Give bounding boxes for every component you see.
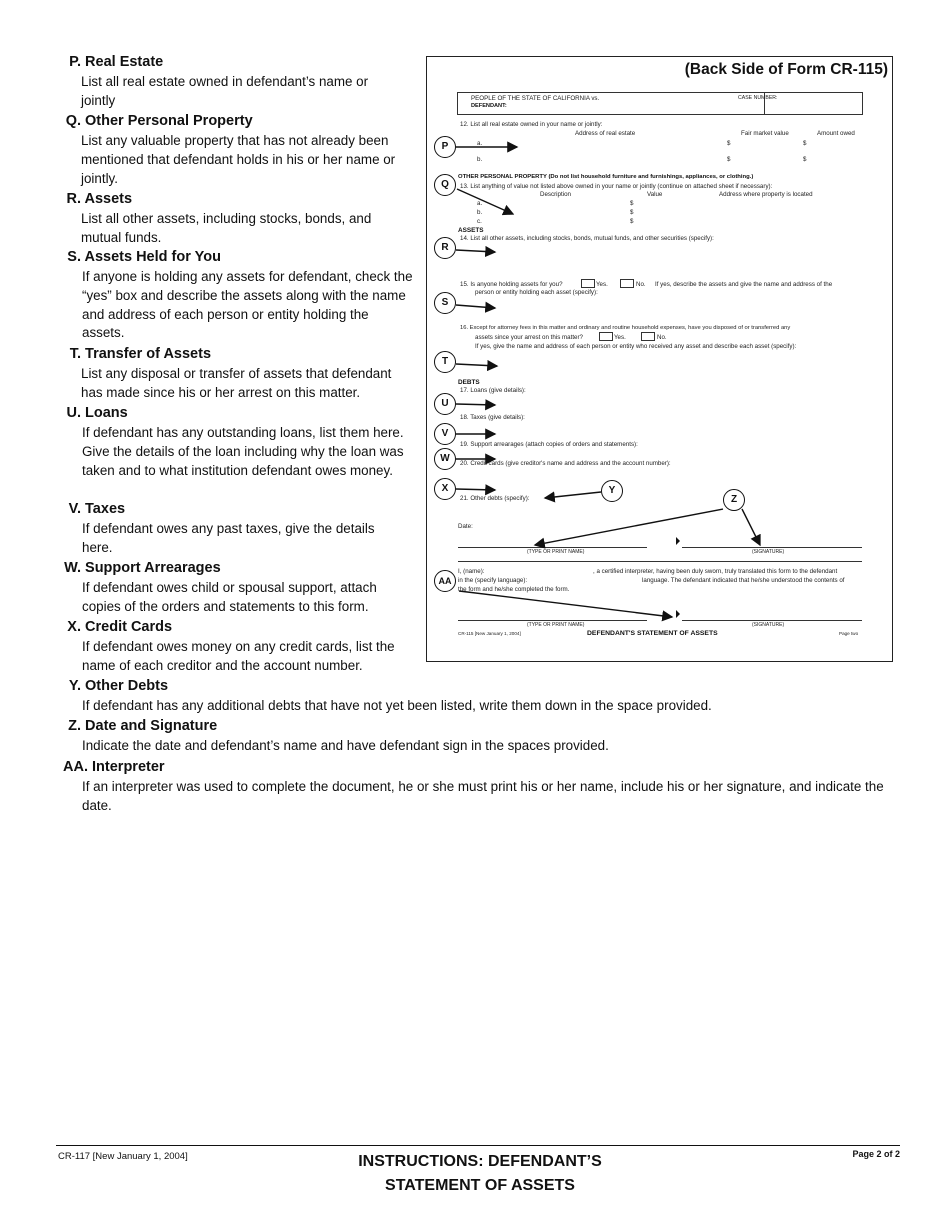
item-title: Loans bbox=[85, 405, 128, 421]
interp-text: language. The defendant indicated that he/she understood the contents of bbox=[642, 577, 845, 584]
form-code: CR-115 [New January 1, 2004] bbox=[458, 631, 521, 636]
item-desc: If defendant owes any past taxes, give the details here. bbox=[82, 521, 375, 555]
q12-text: 12. List all real estate owned in your name or jointly: bbox=[460, 121, 603, 128]
row-a: a. bbox=[477, 140, 483, 147]
item-title: Taxes bbox=[85, 501, 126, 517]
arrow-z1 bbox=[535, 509, 723, 545]
interp-name: I, (name): bbox=[458, 568, 485, 575]
marker-t: T bbox=[434, 351, 456, 373]
arrow-aa bbox=[459, 591, 672, 617]
marker-r: R bbox=[434, 237, 456, 259]
case-number-label: CASE NUMBER: bbox=[738, 95, 778, 101]
description-col: Description bbox=[540, 191, 571, 198]
item-desc: If defendant owes money on any credit cards, list the name of each creditor and the account number. bbox=[82, 639, 395, 673]
marker-s: S bbox=[434, 292, 456, 314]
item-title: Assets bbox=[84, 191, 133, 207]
marker-u: U bbox=[434, 393, 456, 415]
footer-title-line2: STATEMENT OF ASSETS bbox=[385, 1177, 575, 1194]
item-title: Real Estate bbox=[85, 54, 164, 70]
q15-text-b: If yes, describe the assets and give the name and address of the bbox=[655, 281, 833, 288]
q14-text: 14. List all other assets, including stocks, bonds, mutual funds, and other securities (specify): bbox=[460, 235, 714, 242]
item-letter: U. bbox=[66, 405, 81, 421]
q20-text: 20. Credit cards (give creditor's name and address and the account number): bbox=[460, 460, 671, 467]
q21-text: 21. Other debts (specify): bbox=[460, 495, 530, 502]
dollar: $ bbox=[803, 156, 807, 163]
dollar: $ bbox=[630, 209, 634, 216]
marker-p: P bbox=[434, 136, 456, 158]
date-label: Date: bbox=[458, 523, 473, 530]
q16-text-c: If yes, give the name and address of each person or entity who received any asset and describe each asset (specify): bbox=[475, 343, 797, 350]
dollar: $ bbox=[803, 140, 807, 147]
signature-label: (SIGNATURE) bbox=[752, 622, 785, 628]
amount-owed-col: Amount owed bbox=[817, 130, 855, 137]
q16-text: 16. Except for attorney fees in this matter and ordinary and routine household expenses, have you disposed of or transferred any bbox=[460, 325, 791, 331]
debts-heading: DEBTS bbox=[458, 379, 480, 386]
fair-market-col: Fair market value bbox=[741, 130, 789, 137]
marker-aa: AA bbox=[434, 570, 456, 592]
marker-v: V bbox=[434, 423, 456, 445]
item-letter: S. bbox=[67, 249, 81, 265]
signature-label: (SIGNATURE) bbox=[752, 549, 785, 555]
form-page: Page two bbox=[839, 631, 859, 636]
footer-page-number: Page 2 of 2 bbox=[852, 1149, 900, 1159]
item-desc: List all real estate owned in defendant’s name or jointly bbox=[81, 74, 369, 108]
item-letter: Q. bbox=[65, 113, 81, 129]
row-c: c. bbox=[477, 218, 482, 225]
item-desc: Indicate the date and defendant’s name and have defendant sign in the spaces provided. bbox=[82, 738, 609, 753]
no-label: No. bbox=[657, 334, 667, 341]
item-letter: R. bbox=[66, 191, 81, 207]
footer-form-code: CR-117 [New January 1, 2004] bbox=[58, 1151, 188, 1162]
marker-x: X bbox=[434, 478, 456, 500]
arrow-z2 bbox=[742, 509, 760, 545]
q18-text: 18. Taxes (give details): bbox=[460, 414, 525, 421]
item-letter: AA. bbox=[63, 759, 88, 775]
address-located-col: Address where property is located bbox=[719, 191, 813, 198]
item-title: Support Arrearages bbox=[85, 560, 221, 576]
item-desc: If defendant has any outstanding loans, list them here. Give the details of the loan including why the loan was taken and to what institution defendant owes money. bbox=[82, 425, 404, 478]
form-image-panel bbox=[426, 56, 893, 662]
item-title: Other Debts bbox=[85, 678, 169, 694]
item-title: Interpreter bbox=[92, 759, 165, 775]
arrow-x bbox=[456, 489, 495, 490]
marker-y: Y bbox=[601, 480, 623, 502]
q13-text: 13. List anything of value not listed above owned in your name or jointly (continue on attached sheet if necessary): bbox=[460, 183, 773, 190]
interp-text: the form and he/she completed the form. bbox=[458, 586, 570, 593]
arrow-q bbox=[457, 189, 513, 214]
footer-title bbox=[300, 1150, 660, 1198]
dollar: $ bbox=[727, 140, 731, 147]
item-desc: List any disposal or transfer of assets that defendant has made since his or her arrest on this matter. bbox=[81, 366, 392, 400]
item-letter: Y. bbox=[68, 678, 81, 694]
item-letter: Z. bbox=[68, 718, 81, 734]
item-title: Other Personal Property bbox=[85, 113, 253, 129]
people-label: PEOPLE OF THE STATE OF CALIFORNIA vs. bbox=[471, 95, 600, 102]
item-desc: If defendant owes child or spousal support, attach copies of the orders and statements to this form. bbox=[82, 580, 377, 614]
no-label: No. bbox=[636, 281, 646, 288]
q16-text-b: assets since your arrest on this matter? bbox=[475, 334, 583, 341]
defendant-label: DEFENDANT: bbox=[471, 103, 507, 109]
item-letter: T. bbox=[69, 346, 81, 362]
footer-title-line1: INSTRUCTIONS: DEFENDANT’S bbox=[358, 1153, 602, 1170]
arrow-r bbox=[456, 250, 495, 252]
q17-text: 17. Loans (give details): bbox=[460, 387, 526, 394]
arrow-s bbox=[456, 305, 495, 308]
dollar: $ bbox=[630, 200, 634, 207]
q15-text-c: person or entity holding each asset (specify): bbox=[475, 289, 598, 296]
item-letter: V. bbox=[68, 501, 81, 517]
item-desc: If anyone is holding any assets for defendant, check the “yes” box and describe the assets along with the name and address of each person or entity holding the assets. bbox=[82, 269, 413, 341]
address-col: Address of real estate bbox=[575, 130, 636, 137]
item-letter: X. bbox=[67, 619, 81, 635]
row-a: a. bbox=[477, 200, 483, 207]
arrow-y bbox=[545, 492, 601, 498]
interp-text: , a certified interpreter, having been duly sworn, truly translated this form to the defendant bbox=[593, 568, 838, 575]
q15-text: 15. Is anyone holding assets for you? bbox=[460, 281, 563, 288]
dollar: $ bbox=[630, 218, 634, 225]
arrow-t bbox=[456, 364, 497, 366]
item-title: Date and Signature bbox=[85, 718, 218, 734]
value-col: Value bbox=[647, 191, 663, 198]
item-desc: If an interpreter was used to complete the document, he or she must print his or her name, include his or her signature, and indicate the date. bbox=[82, 779, 884, 813]
assets-heading: ASSETS bbox=[458, 227, 484, 234]
yes-label: Yes. bbox=[614, 334, 626, 341]
signature-pointer bbox=[676, 537, 680, 545]
item-title: Credit Cards bbox=[85, 619, 173, 635]
dollar: $ bbox=[727, 156, 731, 163]
item-desc: If defendant has any additional debts that have not yet been listed, write them down in the space provided. bbox=[82, 698, 712, 713]
item-letter: W. bbox=[64, 560, 81, 576]
form-image-title: (Back Side of Form CR-115) bbox=[684, 61, 888, 78]
interp-language: in the (specify language): bbox=[458, 577, 528, 584]
marker-w: W bbox=[434, 448, 456, 470]
arrow-u bbox=[456, 404, 495, 405]
item-title: Transfer of Assets bbox=[85, 346, 212, 362]
other-personal-heading: OTHER PERSONAL PROPERTY (Do not list household furniture and furnishings, appliances, or clothing.) bbox=[458, 174, 754, 180]
callout-arrows bbox=[427, 57, 894, 663]
yes-label: Yes. bbox=[596, 281, 608, 288]
form-footer-title: DEFENDANT'S STATEMENT OF ASSETS bbox=[587, 630, 718, 637]
marker-z: Z bbox=[723, 489, 745, 511]
signature-pointer bbox=[676, 610, 680, 618]
row-b: b. bbox=[477, 156, 483, 163]
q19-text: 19. Support arrearages (attach copies of orders and statements): bbox=[460, 441, 638, 448]
type-print-name: (TYPE OR PRINT NAME) bbox=[527, 549, 585, 555]
type-print-name: (TYPE OR PRINT NAME) bbox=[527, 622, 585, 628]
item-desc: List all other assets, including stocks, bonds, and mutual funds. bbox=[81, 211, 372, 245]
footer-rule bbox=[56, 1145, 900, 1146]
row-b: b. bbox=[477, 209, 483, 216]
item-title: Assets Held for You bbox=[84, 249, 221, 265]
marker-q: Q bbox=[434, 174, 456, 196]
item-letter: P. bbox=[69, 54, 81, 70]
item-desc: List any valuable property that has not already been mentioned that defendant holds in his or her name or jointly. bbox=[81, 133, 396, 186]
